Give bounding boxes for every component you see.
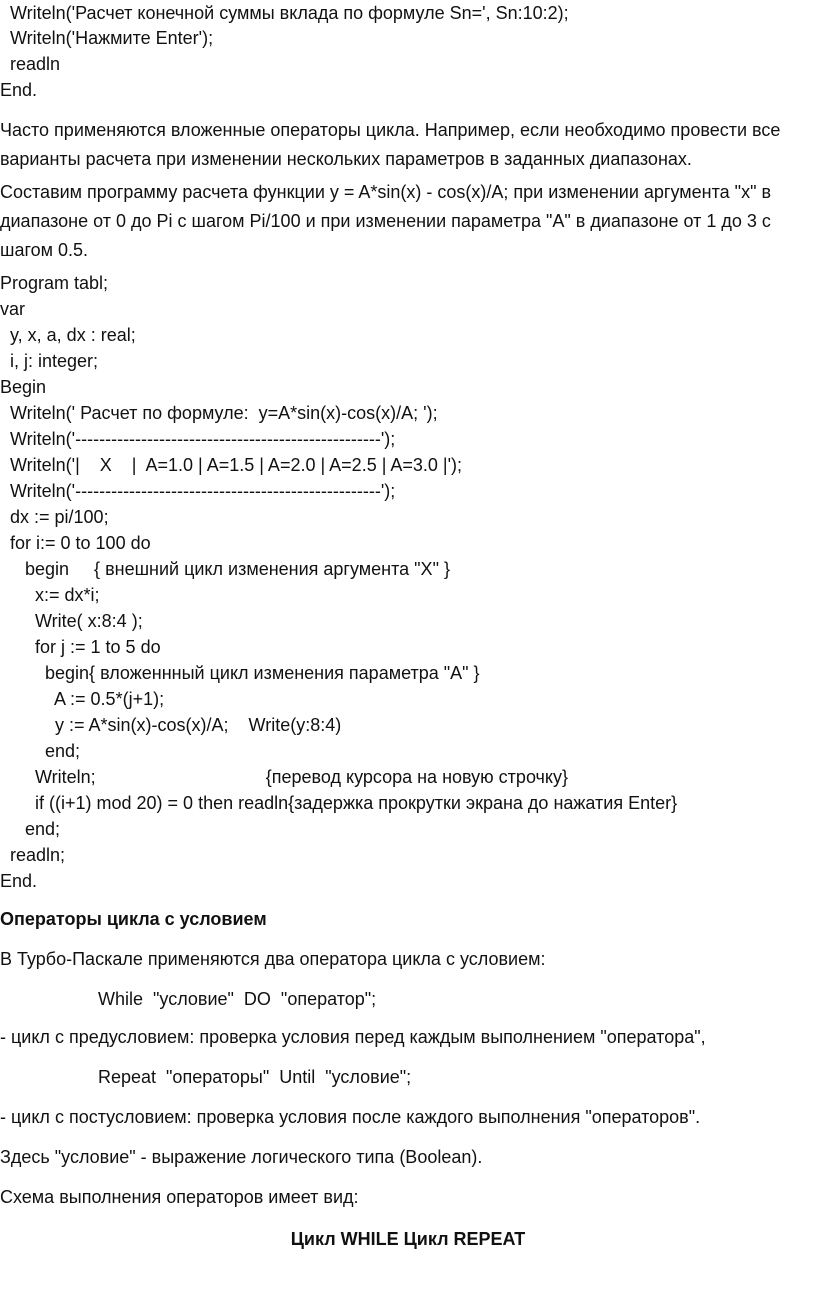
paragraph-condition-definition: Здесь "условие" - выражение логического типа (Boolean).	[0, 1147, 483, 1167]
code-line: begin { внешний цикл изменения аргумента "X" }	[0, 559, 450, 579]
code-line: var	[0, 299, 26, 319]
code-line: End.	[0, 871, 38, 891]
syntax-repeat: Repeat "операторы" Until "условие";	[98, 1067, 412, 1087]
paragraph-precondition: - цикл с предусловием: проверка условия перед каждым выполнением "оператора",	[0, 1027, 706, 1047]
code-line: Writeln(' Расчет по формуле: y=A*sin(x)-cos(x)/A; ');	[0, 403, 438, 423]
code-line: Writeln('| X | A=1.0 | A=1.5 | A=2.0 | A=2.5 | A=3.0 |');	[0, 455, 463, 475]
code-line: A := 0.5*(j+1);	[0, 689, 165, 709]
code-line: readln	[0, 54, 61, 74]
paragraph-task: Составим программу расчета функции y = A*sin(x) - cos(x)/A; при изменении аргумента "x" в диапазоне от 0 до Pi с шагом Pi/100 и при изменении параметра "A" в диапазоне от 1 до 3 с шагом 0.5.	[0, 182, 772, 260]
code-line: Writeln('---------------------------------------------------');	[0, 429, 396, 449]
code-line: for i:= 0 to 100 do	[0, 533, 151, 553]
code-line: Writeln; {перевод курсора на новую строчку}	[0, 767, 569, 787]
section-heading: Операторы цикла с условием	[0, 909, 267, 929]
code-line: for j := 1 to 5 do	[0, 637, 161, 657]
code-line: Writeln('Нажмите Enter');	[0, 28, 214, 48]
code-line: end;	[0, 741, 81, 761]
code-line: Writeln('Расчет конечной суммы вклада по формуле Sn=', Sn:10:2);	[0, 3, 569, 23]
code-line: Program tabl;	[0, 273, 109, 293]
code-line: End.	[0, 80, 38, 100]
code-line: i, j: integer;	[0, 351, 99, 371]
code-line: x:= dx*i;	[0, 585, 100, 605]
code-line: end;	[0, 819, 61, 839]
code-line: Writeln('---------------------------------------------------');	[0, 481, 396, 501]
code-line: Begin	[0, 377, 47, 397]
code-line: begin{ вложеннный цикл изменения параметра "A" }	[0, 663, 480, 683]
paragraph-scheme: Схема выполнения операторов имеет вид:	[0, 1187, 359, 1207]
paragraph-intro: В Турбо-Паскале применяются два оператора цикла с условием:	[0, 949, 546, 969]
code-line: readln;	[0, 845, 66, 865]
caption-cycles: Цикл WHILE Цикл REPEAT	[290, 1229, 526, 1249]
code-line: y := A*sin(x)-cos(x)/A; Write(y:8:4)	[0, 715, 342, 735]
code-line: dx := pi/100;	[0, 507, 109, 527]
syntax-while: While "условие" DO "оператор";	[98, 989, 377, 1009]
code-line: Write( x:8:4 );	[0, 611, 143, 631]
paragraph-postcondition: - цикл с постусловием: проверка условия после каждого выполнения "операторов".	[0, 1107, 701, 1127]
code-line: if ((i+1) mod 20) = 0 then readln{задержка прокрутки экрана до нажатия Enter}	[0, 793, 678, 813]
code-line: y, x, a, dx : real;	[0, 325, 136, 345]
paragraph-nested-loops: Часто применяются вложенные операторы цикла. Например, если необходимо провести все варианты расчета при изменении нескольких параметров в заданных диапазонах.	[0, 120, 781, 169]
